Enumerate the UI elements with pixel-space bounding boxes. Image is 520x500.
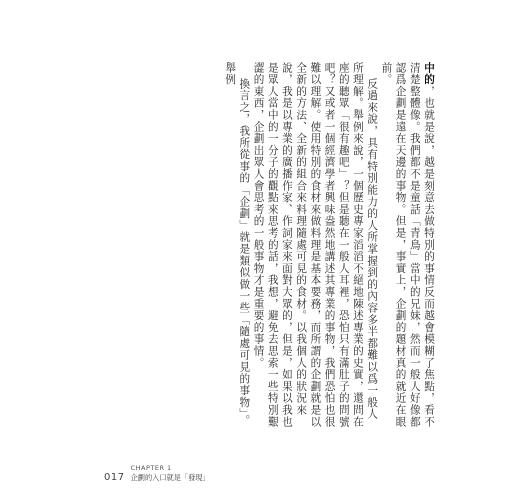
paragraph-3: 換言之，我所從事的「企劃」就是類似做一些「隨處可見的事物」。舉例 — [224, 62, 251, 427]
page-footer — [104, 463, 210, 483]
running-footer — [131, 463, 210, 483]
paragraph-1-text: ，也就是說，越是刻意去做特別的事情反而越會模糊了焦點，看不清楚整體像。我們都不是童話「青鳥」當中的兄妹，然而一般人好像都認爲企劃是遠在天邊的事物。但是，事實上，企劃的題材真的就近在眼前。 — [380, 62, 435, 428]
paragraph-2: 反過來說，具有特別能力的人所掌握到的內容多半都難以爲一般人所理解。舉例來說，一個歷史專家滔滔不絕地陳述專業的史實，還問在座的聽眾「很有趣吧」？但是聽在一般人耳裡，恐怕只有滿肚子的問號吧？又或者一個經濟學者興味盎然地講述其專業的事物，我們恐怕也很難以理解。使用特別的食材來做料理是基本要務，而所謂的企劃就是以全新的方法、全新的組合來料理隨處可見的食材。以我個人的狀況來說，我是以專業的廣播作家、作詞家來面對大眾的，但是，如果以我也是眾人當中的一分子的觀點來思考的話，我想，避免去思索一些特別艱澀的東西，企劃出眾人會思考的一般事物才是重要的事情。 — [252, 62, 379, 428]
body-text — [146, 62, 436, 430]
bold-lead-word: 中的 — [423, 62, 435, 86]
page-number: 017 — [104, 472, 125, 483]
chapter-title: 企劃的入口就是「發現」 — [130, 473, 210, 482]
paragraph-1 — [379, 62, 436, 430]
chapter-label: CHAPTER 1 — [130, 464, 172, 472]
